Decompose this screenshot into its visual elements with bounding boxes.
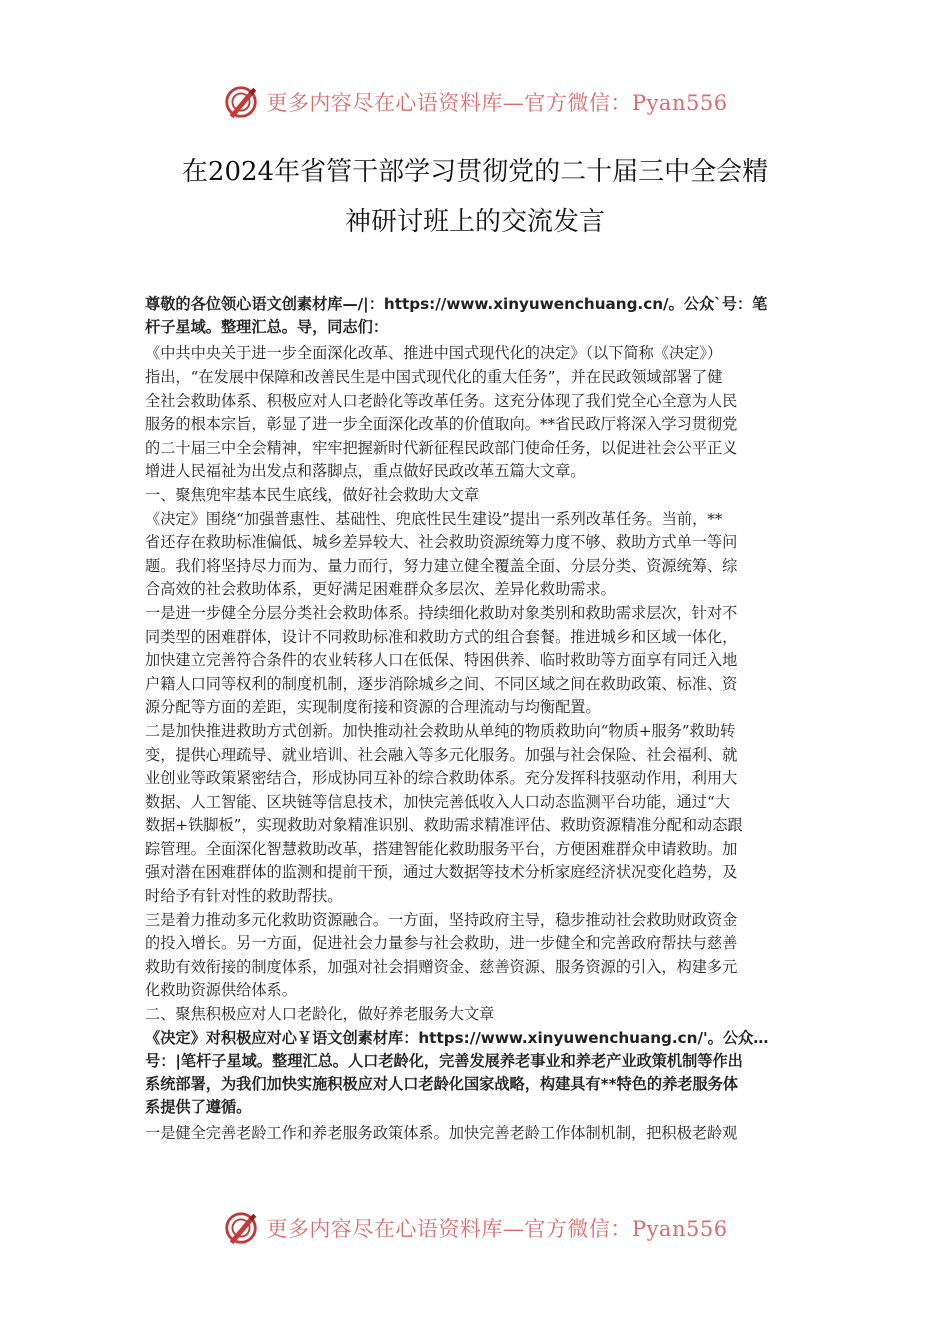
text-line: 化救助资源供给体系。: [145, 981, 297, 1000]
intro-paragraph: [145, 342, 807, 484]
text-line: 数据、人工智能、区块链等信息技术，加快完善低收入人口动态监测平台功能，通过“大: [145, 792, 730, 811]
section-heading: [145, 1003, 807, 1027]
text-line: 《决定》围绕“加强普惠性、基础性、兜底性民生建设”提出一系列改革任务。当前，**: [145, 509, 723, 528]
pen-logo-icon: [222, 1209, 260, 1247]
body-paragraph: [145, 909, 807, 1003]
text-line: 题。我们将坚持尽力而为、量力而行，努力建立健全覆盖全面、分层分类、资源统筹、综: [145, 556, 738, 575]
document-body: [145, 293, 807, 1146]
text-line: 指出，“在发展中保障和改善民生是中国式现代化的重大任务”，并在民政领域部署了健: [145, 368, 723, 386]
salutation-paragraph: [145, 293, 807, 339]
text-line: 服务的根本宗旨，彰显了进一步全面深化改革的价值取向。**省民政厅将深入学习贯彻党: [145, 415, 738, 434]
banner-text: 更多内容尽在心语资料库—官方微信：Pyan556: [266, 1217, 728, 1241]
text-line: 号：|笔杆子星域。整理汇总。人口老龄化，完善发展养老事业和养老产业政策机制等作出: [145, 1051, 743, 1070]
text-line: 户籍人口同等权利的制度机制，逐步消除城乡之间、不同区域之间在救助政策、标准、资: [145, 674, 738, 693]
text-line: 同类型的困难群体，设计不同救助标准和救助方式的组合套餐。推进城乡和区域一体化，: [145, 627, 738, 646]
body-paragraph: [145, 508, 807, 602]
text-line: 全社会救助体系、积极应对人口老龄化等改革任务。这充分体现了我们党全心全意为人民: [145, 391, 738, 410]
text-line: 系统部署，为我们加快实施积极应对人口老龄化国家战略，构建具有**特色的养老服务体: [145, 1075, 739, 1094]
text-line: 《决定》对积极应对心￥语文创素材库：https://www.xinyuwenchuang.cn/'。公众…: [145, 1028, 769, 1047]
body-paragraph: [145, 720, 807, 909]
footer-banner: [0, 1206, 950, 1250]
text-line: 数据+铁脚板”，实现救助对象精准识别、救助需求精准评估、救助资源精准分配和动态跟: [145, 816, 743, 835]
text-line: 变，提供心理疏导、就业培训、社会融入等多元化服务。加强与社会保险、社会福利、就: [145, 745, 738, 764]
text-line: 救助有效衔接的制度体系，加强对社会捐赠资金、慈善资源、服务资源的引入，构建多元: [145, 957, 738, 976]
text-line: 踪管理。全面深化智慧救助改革，搭建智能化救助服务平台，方便困难群众申请救助。加: [145, 839, 738, 858]
body-paragraph: [145, 602, 807, 720]
text-line: 加快建立完善符合条件的农业转移人口在低保、特困供养、临时救助等方面享有同迁入地: [145, 651, 738, 670]
text-line: 合高效的社会救助体系，更好满足困难群众多层次、差异化救助需求。: [145, 580, 616, 599]
header-banner: [0, 80, 950, 124]
text-line: 杆子星域。整理汇总。导，同志们：: [145, 318, 388, 337]
section-heading: [145, 484, 807, 508]
text-line: 源分配等方面的差距，实现制度衔接和资源的合理流动与均衡配置。: [145, 698, 601, 717]
text-line: 的二十届三中全会精神，牢牢把握新时代新征程民政部门使命任务，以促进社会公平正义: [145, 438, 738, 457]
text-line: 系提供了遵循。: [145, 1098, 252, 1117]
text-line: 一是进一步健全分层分类社会救助体系。持续细化救助对象类别和救助需求层次，针对不: [145, 603, 738, 622]
text-line: 一是健全完善老龄工作和养老服务政策体系。加快完善老龄工作体制机制，把积极老龄观: [145, 1124, 738, 1143]
text-line: 《中共中央关于进一步全面深化改革、推进中国式现代化的决定》（以下简称《决定》）: [145, 344, 723, 363]
banner-text: 更多内容尽在心语资料库—官方微信：Pyan556: [266, 91, 728, 115]
text-line: 增进人民福祉为出发点和落脚点，重点做好民政改革五篇大文章。: [145, 462, 586, 481]
text-line: 业创业等政策紧密结合，形成协同互补的综合救助体系。充分发挥科技驱动作用，利用大: [145, 769, 738, 788]
body-paragraph: [145, 1122, 807, 1146]
document-title: [110, 147, 840, 247]
title-line: 神研讨班上的交流发言: [344, 207, 605, 237]
title-line: 在2024年省管干部学习贯彻党的二十届三中全会精: [181, 157, 769, 187]
text-line: 二是加快推进救助方式创新。加快推动社会救助从单纯的物质救助向“物质+服务”救助转: [145, 721, 736, 740]
text-line: 强对潜在困难群体的监测和提前干预，通过大数据等技术分析家庭经济状况变化趋势，及: [145, 863, 738, 882]
pen-logo-icon: [222, 83, 260, 121]
text-line: 一、聚焦兜牢基本民生底线，做好社会救助大文章: [145, 485, 480, 504]
text-line: 三是着力推动多元化救助资源融合。一方面，坚持政府主导，稳步推动社会救助财政资金: [145, 910, 738, 929]
text-line: 省还存在救助标准偏低、城乡差异较大、社会救助资源统筹力度不够、救助方式单一等问: [145, 533, 738, 552]
body-paragraph-bold: [145, 1027, 807, 1120]
text-line: 二、聚焦积极应对人口老龄化，做好养老服务大文章: [145, 1005, 495, 1024]
text-line: 尊敬的各位领心语文创素材库—/|：https://www.xinyuwenchuang.cn/。公众`号：笔: [145, 295, 768, 313]
text-line: 时给予有针对性的救助帮扶。: [145, 887, 343, 906]
text-line: 的投入增长。另一方面，促进社会力量参与社会救助，进一步健全和完善政府帮扶与慈善: [145, 934, 738, 953]
